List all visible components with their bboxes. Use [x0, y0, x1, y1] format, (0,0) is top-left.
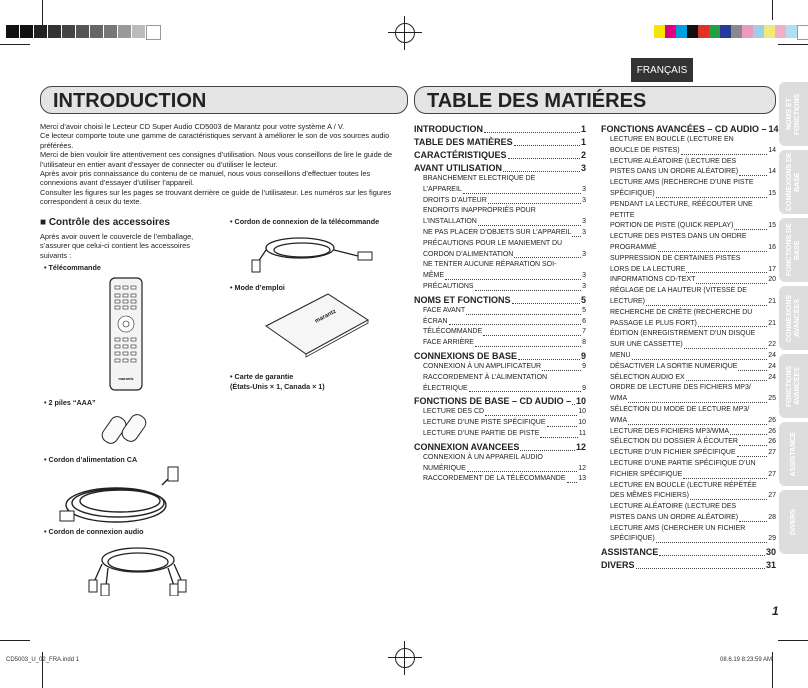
greyscale-bar [6, 25, 161, 38]
toc-entry-page: 15 [768, 222, 776, 230]
toc-leader-dots [739, 175, 767, 176]
toc-entry[interactable] [601, 178, 776, 200]
toc-entry[interactable] [414, 317, 586, 328]
toc-entry-title-line: ENDROITS INAPPROPRIÉS POUR [423, 207, 536, 215]
toc-entry-page: 16 [768, 243, 776, 251]
toc-entry-title: MENU [610, 351, 631, 359]
toc-entry-page: 3 [580, 163, 586, 173]
toc-entry[interactable] [601, 275, 776, 286]
toc-section[interactable] [414, 395, 586, 407]
toc-entry-page: 5 [580, 294, 586, 305]
toc-entry-page: 27 [768, 470, 776, 478]
toc-entry-title: AVANT UTILISATION [414, 163, 502, 173]
toc-entry-title: ÉLECTRIQUE [423, 384, 468, 392]
toc-entry[interactable] [601, 481, 776, 503]
toc-entry[interactable] [414, 373, 586, 395]
footer-date: 08.6.19 8:23:59 AM [720, 657, 773, 663]
toc-entry-title: ASSISTANCE [601, 547, 659, 558]
audio-cord-illustration [82, 538, 194, 596]
toc-entry-title-line: LECTURE D’UNE PARTIE SPÉCIFIQUE D’UN [610, 459, 756, 467]
toc-entry[interactable] [601, 427, 776, 438]
toc-section[interactable] [414, 136, 586, 148]
toc-entry-page: 11 [578, 429, 586, 437]
toc-entry-title: LECTURE D’UNE PARTIE DE PISTE [423, 429, 540, 437]
manual-brand-logo: marantz [314, 308, 338, 325]
toc-entry-page: 7 [582, 328, 586, 336]
toc-entry[interactable] [601, 254, 776, 276]
toc-section[interactable] [601, 123, 779, 135]
side-tab[interactable]: DIVERS [779, 490, 808, 554]
toc-section[interactable] [601, 559, 776, 571]
toc-entry-page: 21 [768, 319, 776, 327]
toc-section[interactable] [414, 162, 586, 174]
toc-entry-title: NUMÉRIQUE [423, 464, 466, 472]
toc-entry-title-line: SÉLECTION DU MODE DE LECTURE MP3/ [610, 405, 750, 413]
toc-leader-dots [656, 197, 767, 198]
toc-entry-title-line: RACCORDEMENT À L’ALIMENTATION [423, 373, 548, 381]
toc-entry-page: 28 [768, 513, 776, 521]
toc-entry[interactable] [414, 260, 586, 282]
toc-entry-title-line: LECTURE AMS (RECHERCHE D’UNE PISTE [610, 179, 754, 187]
toc-leader-dots [684, 348, 767, 349]
toc-section[interactable] [414, 350, 586, 362]
toc-entry[interactable] [601, 351, 776, 362]
remote-cord-illustration [240, 228, 380, 276]
toc-entry-title: BOUCLE DE PISTES) [610, 146, 680, 154]
toc-entry-title: L’APPAREIL [423, 185, 462, 193]
toc-entry-title-line: LECTURE ALÉATOIRE (LECTURE DES [610, 157, 737, 165]
toc-entry-page: 24 [768, 351, 776, 359]
accessories-heading: ■ Contrôle des accessoires [40, 217, 170, 228]
toc-leader-dots [572, 236, 581, 237]
toc-leader-dots [632, 359, 768, 360]
toc-entry[interactable] [414, 407, 586, 418]
toc-entry-title: CONNEXION AVANCEES [414, 441, 520, 452]
toc-entry-title: INTRODUCTION [414, 124, 483, 134]
toc-entry-page: 14 [768, 146, 776, 154]
toc-leader-dots [449, 324, 582, 325]
toc-leader-dots [514, 145, 580, 146]
power-cord-label: • Cordon d’alimentation CA [44, 455, 138, 464]
toc-entry-title: DES MÊMES FICHIERS) [610, 492, 689, 500]
toc-entry-page: 29 [768, 535, 776, 543]
toc-entry-title: SÉLECTION AUDIO EX [610, 373, 685, 381]
toc-entry-title: NOMS ET FONCTIONS [414, 294, 511, 305]
toc-leader-dots [478, 225, 581, 226]
toc-entry-title: WMA [610, 416, 628, 424]
toc-entry[interactable] [601, 329, 776, 351]
page-number: 1 [772, 604, 779, 618]
toc-entry-page: 31 [765, 560, 776, 571]
manual-illustration [262, 290, 372, 360]
side-tab[interactable]: NOMS ET FONCTIONS [779, 82, 808, 146]
toc-entry-title: MÊME [423, 272, 444, 280]
toc-entry-page: 1 [580, 137, 586, 147]
toc-entry-page: 27 [768, 492, 776, 500]
toc-entry-title-line: RECHERCHE DE CRÊTE (RECHERCHE DU [610, 308, 753, 316]
toc-leader-dots [656, 542, 767, 543]
toc-entry[interactable] [414, 338, 586, 349]
toc-entry-title: PISTES DANS UN ORDRE ALÉATOIRE) [610, 513, 739, 521]
toc-entry-title: SPÉCIFIQUE) [610, 189, 655, 197]
toc-entry-title: FONCTIONS DE BASE – CD AUDIO – [414, 396, 572, 407]
toc-leader-dots [469, 391, 581, 392]
toc-entry[interactable] [601, 362, 776, 373]
toc-section[interactable] [601, 546, 776, 558]
batteries-illustration [100, 408, 156, 448]
toc-entry-title-line: NE TENTER AUCUNE RÉPARATION SOI- [423, 261, 557, 269]
toc-entry[interactable] [414, 362, 586, 373]
toc-leader-dots [681, 154, 768, 155]
toc-entry-page: 9 [582, 362, 586, 370]
color-bar [654, 25, 808, 38]
toc-leader-dots [547, 426, 578, 427]
toc-entry-page: 14 [768, 124, 779, 134]
toc-leader-dots [686, 380, 768, 381]
toc-entry-page: 26 [768, 438, 776, 446]
toc-entry-page: 3 [582, 185, 586, 193]
toc-entry-page: 26 [768, 416, 776, 424]
toc-section[interactable] [414, 294, 586, 306]
toc-entry-title: LECTURE DES FICHIERS MP3/WMA [610, 427, 730, 435]
toc-entry-page: 22 [768, 341, 776, 349]
toc-entry[interactable] [414, 228, 586, 239]
toc-leader-dots [475, 290, 582, 291]
toc-leader-dots [540, 437, 577, 438]
toc-leader-dots [698, 326, 767, 327]
remote-label: • Télécommande [44, 263, 101, 272]
warranty-label: • Carte de garantie (États-Unis × 1, Canada × 1) [230, 372, 325, 391]
toc-entry-page: 15 [768, 189, 776, 197]
toc-leader-dots [734, 229, 767, 230]
toc-leader-dots [488, 203, 581, 204]
toc-leader-dots [738, 370, 767, 371]
toc-entry[interactable] [601, 448, 776, 459]
toc-entry-title: FACE ARRIÈRE [423, 339, 474, 347]
toc-leader-dots [485, 415, 577, 416]
toc-entry-page: 12 [575, 441, 586, 452]
toc-entry-title-line: ORDRE DE LECTURE DES FICHIERS MP3/ [610, 384, 751, 392]
toc-section[interactable] [414, 149, 586, 161]
toc-entry-page: 30 [765, 547, 776, 558]
toc-entry-title: LECTURE D’UN FICHIER SPÉCIFIQUE [610, 449, 736, 457]
toc-leader-dots [730, 434, 767, 435]
toc-entry[interactable] [601, 135, 776, 157]
toc-entry-page: 17 [768, 265, 776, 273]
toc-entry[interactable] [601, 200, 776, 232]
toc-entry-page: 8 [582, 339, 586, 347]
toc-entry-title: PASSAGE LE PLUS FORT) [610, 319, 697, 327]
toc-entry[interactable] [601, 524, 776, 546]
toc-entry[interactable] [414, 429, 586, 440]
toc-entry[interactable] [414, 174, 586, 196]
toc-entry-page: 10 [575, 396, 586, 407]
toc-leader-dots [659, 555, 765, 556]
toc-entry-title-line: BRANCHEMENT ELECTRIQUE DE [423, 175, 536, 182]
toc-entry-title: CONNEXION À UN AMPLIFICATEUR [423, 362, 542, 370]
manual-label: • Mode d’emploi [230, 283, 285, 292]
toc-entry-title: LECTURE) [610, 297, 646, 305]
toc-entry-title-line: LECTURE EN BOUCLE (LECTURE RÉPÉTÉE [610, 481, 757, 489]
toc-entry-title: DROITS D’AUTEUR [423, 196, 487, 204]
toc-leader-dots [518, 359, 580, 360]
side-tab[interactable]: FONCTIONS DE BASE [779, 218, 808, 282]
toc-leader-dots [445, 279, 581, 280]
toc-column-2 [601, 122, 779, 571]
toc-entry[interactable] [601, 502, 776, 524]
side-tab[interactable]: CONNEXIONS AVANCÉES [779, 286, 808, 350]
toc-entry-page: 9 [580, 350, 586, 361]
toc-leader-dots [696, 283, 767, 284]
toc-entry-title: CONNEXIONS DE BASE [414, 350, 518, 361]
remote-brand-logo: marantz [118, 376, 134, 381]
toc-entry-page: 27 [768, 449, 776, 457]
introduction-banner: INTRODUCTION [40, 86, 408, 114]
toc-entry-title: CORDON D’ALIMENTATION [423, 250, 514, 258]
crop-mark [778, 44, 808, 45]
language-tab: FRANÇAIS [631, 58, 693, 82]
toc-entry-title: SUR UNE CASSETTE) [610, 341, 683, 349]
toc-entry-page: 14 [768, 168, 776, 176]
toc-entry-title: FONCTIONS AVANCÉES – CD AUDIO – [601, 124, 767, 134]
crop-mark [0, 44, 30, 45]
toc-column-1 [414, 122, 586, 485]
toc-entry[interactable] [414, 453, 586, 475]
toc-leader-dots [739, 521, 767, 522]
toc-entry[interactable] [601, 437, 776, 448]
crop-mark [778, 640, 808, 641]
toc-entry-page: 10 [578, 408, 586, 416]
crop-mark [0, 640, 30, 641]
toc-leader-dots [475, 346, 581, 347]
toc-entry-title: TÉLÉCOMMANDE [423, 328, 483, 336]
registration-mark-bottom [395, 648, 415, 668]
toc-leader-dots [467, 471, 577, 472]
remote-cord-label: • Cordon de connexion de la télécommande [230, 217, 380, 226]
toc-entry-page: 5 [582, 306, 586, 314]
toc-entry-page: 6 [582, 317, 586, 325]
remote-control-illustration [108, 276, 144, 392]
toc-leader-dots [484, 132, 580, 133]
toc-entry-title-line: LECTURE AMS (CHERCHER UN FICHIER [610, 524, 746, 532]
toc-entry[interactable] [601, 157, 776, 179]
side-tab[interactable]: CONNEXIONS DE BASE [779, 150, 808, 214]
toc-entry-title-line: SUPPRESSION DE CERTAINES PISTES [610, 254, 741, 262]
toc-leader-dots [508, 158, 580, 159]
crop-mark [772, 652, 773, 688]
toc-entry[interactable] [414, 206, 586, 228]
toc-leader-dots [512, 303, 580, 304]
toc-entry-title: L’INSTALLATION [423, 218, 477, 226]
toc-entry-page: 3 [582, 250, 586, 258]
toc-leader-dots [520, 450, 575, 451]
toc-entry-title: WMA [610, 395, 628, 403]
toc-entry-title: SÉLECTION DU DOSSIER À ÉCOUTER [610, 438, 738, 446]
toc-leader-dots [737, 456, 768, 457]
toc-leader-dots [514, 257, 581, 258]
toc-entry-title-line: LECTURE ALÉATOIRE (LECTURE DES [610, 503, 737, 511]
accessories-text: Après avoir ouvert le couvercle de l’emballage, s’assurer que celui-ci contient les accessoires suivants : [40, 232, 194, 260]
toc-entry-page: 21 [768, 297, 776, 305]
toc-entry-title: DÉSACTIVER LA SORTIE NUMERIQUE [610, 362, 738, 370]
toc-entry-title: PISTES DANS UN ORDRE ALÉATOIRE) [610, 168, 739, 176]
crop-mark [772, 0, 773, 20]
toc-leader-dots [542, 370, 581, 371]
toc-entry-title-line: PRÉCAUTIONS POUR LE MANIEMENT DU [423, 239, 563, 247]
toc-entry-title: SPÉCIFIQUE) [610, 535, 655, 543]
toc-entry-page: 13 [578, 475, 586, 483]
toc-entry[interactable] [414, 418, 586, 429]
toc-entry[interactable] [601, 286, 776, 308]
toc-entry-title: LORS DE LA LECTURE [610, 265, 686, 273]
toc-leader-dots [503, 171, 580, 172]
toc-leader-dots [466, 314, 581, 315]
toc-entry-title-line: LECTURE DES PISTES DANS UN ORDRE [610, 233, 747, 241]
toc-leader-dots [683, 478, 767, 479]
toc-entry[interactable] [601, 459, 776, 481]
toc-entry-title: DIVERS [601, 560, 635, 571]
toc-leader-dots [690, 499, 767, 500]
toc-banner: TABLE DES MATIÉRES [414, 86, 776, 114]
side-tab[interactable]: ASSISTANCE [779, 422, 808, 486]
toc-entry-title: FICHIER SPÉCIFIQUE [610, 470, 683, 478]
toc-entry[interactable] [601, 383, 776, 405]
toc-entry-title-line: CONNEXION À UN APPAREIL AUDIO [423, 453, 543, 461]
side-tab[interactable]: FONCTIONS AVANCÉES [779, 354, 808, 418]
toc-entry-page: 3 [582, 218, 586, 226]
toc-entry-title: ÉCRAN [423, 317, 448, 325]
toc-entry-title: FACE AVANT [423, 306, 466, 314]
audio-cord-label: • Cordon de connexion audio [44, 527, 144, 536]
toc-entry-title-line: LECTURE EN BOUCLE (LECTURE EN [610, 136, 734, 143]
toc-leader-dots [483, 335, 581, 336]
toc-leader-dots [658, 251, 768, 252]
toc-entry-page: 1 [580, 124, 586, 134]
toc-entry-page: 10 [578, 419, 586, 427]
toc-section[interactable] [414, 123, 586, 135]
power-cord-illustration [58, 463, 186, 531]
toc-entry[interactable] [414, 306, 586, 317]
footer-file: CD5003_U_02_FRA.indd 1 [6, 657, 80, 663]
toc-leader-dots [739, 445, 767, 446]
toc-entry-page: 12 [578, 464, 586, 472]
toc-leader-dots [463, 193, 581, 194]
toc-leader-dots [686, 272, 767, 273]
toc-entry-page: 3 [582, 228, 586, 236]
toc-entry[interactable] [601, 232, 776, 254]
toc-entry-title: LECTURE DES CD [423, 408, 485, 416]
toc-entry-page: 3 [582, 282, 586, 290]
toc-section[interactable] [414, 441, 586, 453]
toc-entry-title: LECTURE D’UNE PISTE SPÉCIFIQUE [423, 419, 546, 427]
toc-entry-page: 25 [768, 395, 776, 403]
toc-entry-page: 26 [768, 427, 776, 435]
toc-entry-title: INFORMATIONS CD-TEXT [610, 276, 696, 284]
toc-entry[interactable] [601, 308, 776, 330]
toc-entry-title: RACCORDEMENT DE LA TÉLÉCOMMANDE [423, 475, 566, 483]
toc-entry-page: 9 [582, 384, 586, 392]
toc-entry-title-line: ÉDITION (ENREGISTREMENT D’UN DISQUE [610, 330, 756, 338]
toc-entry-page: 3 [582, 272, 586, 280]
toc-entry[interactable] [601, 405, 776, 427]
toc-entry-page: 24 [768, 373, 776, 381]
toc-leader-dots [628, 424, 767, 425]
toc-entry-title: TABLE DES MATIÈRES [414, 137, 513, 147]
toc-entry[interactable] [414, 239, 586, 261]
toc-entry-page: 2 [580, 150, 586, 160]
toc-entry-page: 20 [768, 276, 776, 284]
toc-leader-dots [572, 404, 575, 405]
toc-entry-title: CARACTÉRISTIQUES [414, 150, 507, 160]
toc-leader-dots [646, 305, 767, 306]
toc-entry[interactable] [414, 474, 586, 485]
toc-entry-title: NE PAS PLACER D’OBJETS SUR L’APPAREIL [423, 228, 572, 236]
toc-leader-dots [567, 482, 578, 483]
toc-entry[interactable] [414, 327, 586, 338]
toc-entry-page: 24 [768, 362, 776, 370]
toc-leader-dots [628, 402, 767, 403]
toc-entry-title: PRÉCAUTIONS [423, 282, 474, 290]
toc-entry-page: 3 [582, 196, 586, 204]
toc-entry[interactable] [414, 196, 586, 207]
toc-leader-dots [636, 568, 765, 569]
intro-paragraph: Merci d’avoir choisi le Lecteur CD Super Audio CD5003 de Marantz pour votre système A / V. Ce lecteur comporte toute une gamme de caractéristiques servant à améliorer le son de vos sources audio préférées. Merci de bien vouloir lire attentivement ces consignes d’utilisation. Nous vous conseillons de lire le guide de l’utilisateur en entier avant d’essayer de connecter ou d’utiliser le lecteur. Après avoir pris connaissance du contenu de ce manuel, nous vous conseillons d’effectuer toutes les connexions avant d’essayer d’utiliser l’appareil. Consulter les figures sur les pages se trouvant derrière ce guide de l’utilisateur. Les numéros sur les figures correspondent à ceux du texte. [40, 122, 393, 207]
batteries-label: • 2 piles “AAA” [44, 398, 96, 407]
toc-entry[interactable] [414, 282, 586, 293]
side-tabs [779, 82, 808, 558]
crop-mark [42, 0, 43, 32]
toc-entry-title-line: RÉGLAGE DE LA HAUTEUR (VITESSE DE [610, 287, 747, 295]
toc-entry[interactable] [601, 373, 776, 384]
toc-entry-title: PORTION DE PISTE (QUICK REPLAY) [610, 222, 734, 230]
toc-entry-title-line: PENDANT LA LECTURE, RÉÉCOUTER UNE PETITE [610, 200, 753, 219]
registration-mark-top [395, 23, 415, 43]
toc-entry-title: PROGRAMMÉ [610, 243, 657, 251]
